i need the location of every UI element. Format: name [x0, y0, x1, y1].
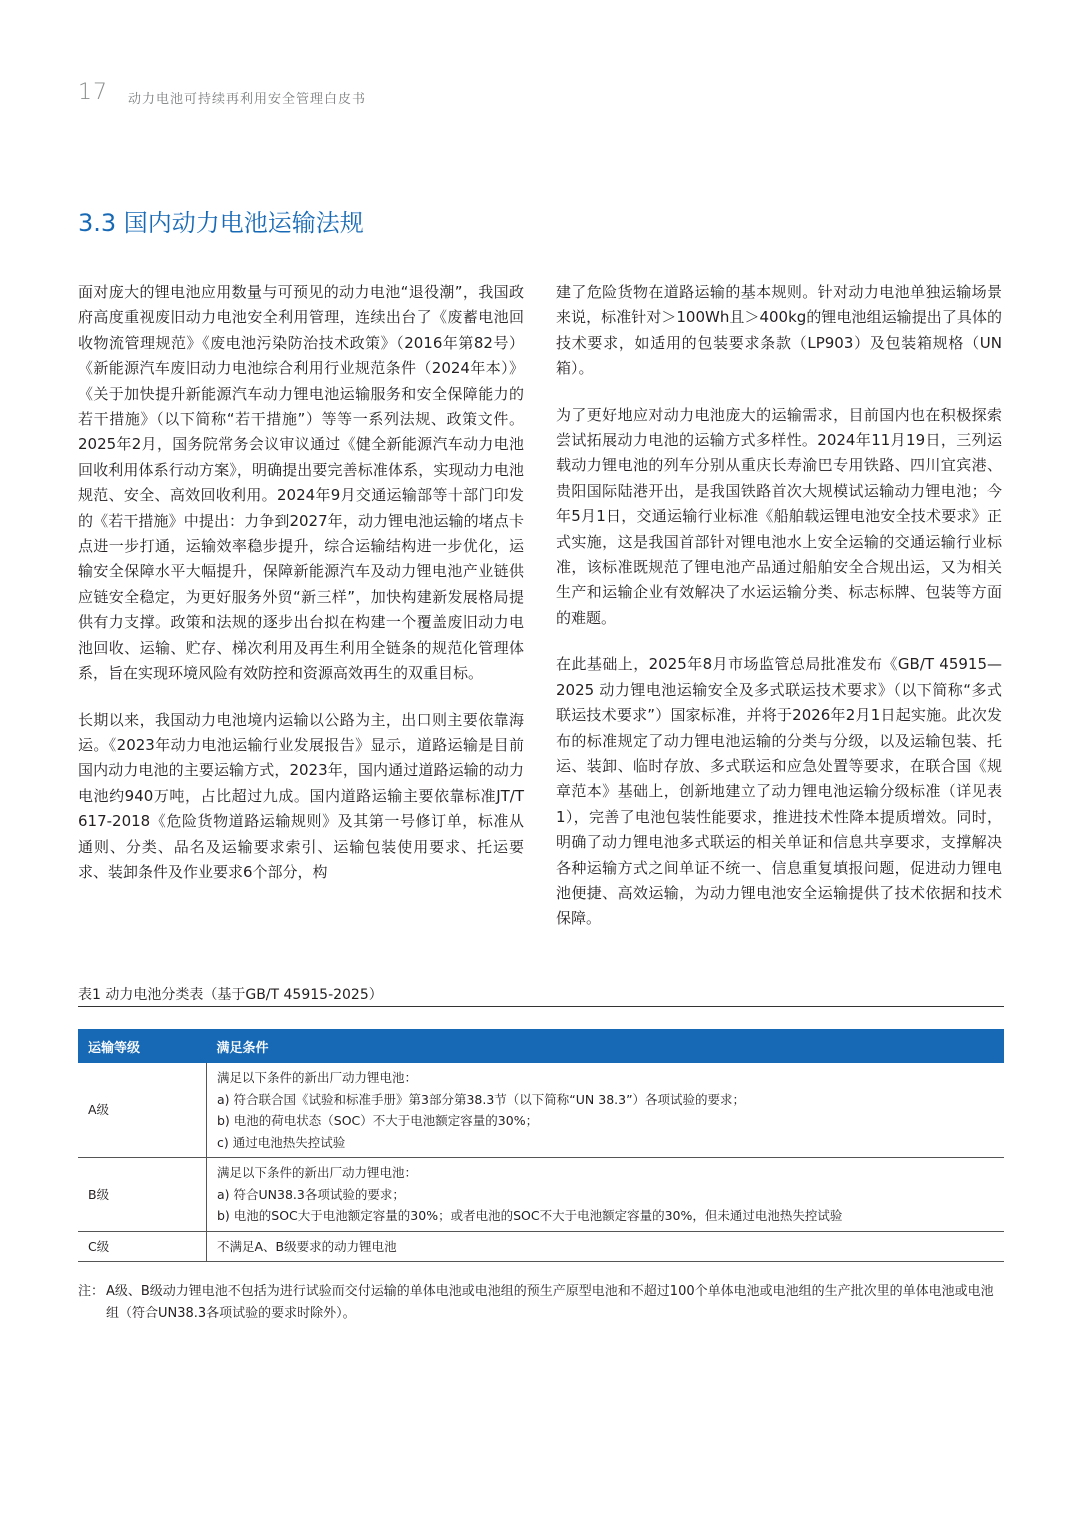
conditions-cell: [207, 1158, 1005, 1232]
body-paragraph: 在此基础上，2025年8月市场监管总局批准发布《GB/T 45915—2025 动力锂电池运输安全及多式联运技术要求》（以下简称“多式联运技术要求”）国家标准，并将于2026年2月1日起实施。此次发布的标准规定了动力锂电池运输的分类与分级，以及运输包装、托运、装卸、临时存放、多式联运和应急处置等要求，在联合国《规章范本》基础上，创新地建立了动力锂电池运输分级标准（详见表1），完善了电池包装性能要求，推进技术性降本提质增效。同时，明确了动力锂电池多式联运的相关单证和信息共享要求，支撑解决各种运输方式之间单证不统一、信息重复填报问题，促进动力锂电池便捷、高效运输，为动力锂电池安全运输提供了技术依据和技术保障。: [556, 655, 1002, 928]
table-row: [78, 1231, 1004, 1262]
body-paragraph: 面对庞大的锂电池应用数量与可预见的动力电池“退役潮”，我国政府高度重视废旧动力电池安全利用管理，连续出台了《废蓄电池回收物流管理规范》《废电池污染防治技术政策》（2016年第82号）《新能源汽车废旧动力电池综合利用行业规范条件（2024年本）》《关于加快提升新能源汽车动力锂电池运输服务和安全保障能力的若干措施》（以下简称“若干措施”）等等一系列法规、政策文件。2025年2月，国务院常务会议审议通过《健全新能源汽车动力电池回收利用体系行动方案》，明确提出要完善标准体系，实现动力电池规范、安全、高效回收利用。2024年9月交通运输部等十部门印发的《若干措施》中提出：力争到2027年，动力锂电池运输的堵点卡点进一步打通，运输效率稳步提升，综合运输结构进一步优化，运输安全保障水平大幅提升，保障新能源汽车及动力锂电池产业链供应链安全稳定，为更好服务外贸“新三样”，加快构建新发展格局提供有力支撑。政策和法规的逐步出台拟在构建一个覆盖废旧动力电池回收、运输、贮存、梯次利用及再生利用全链条的规范化管理体系，旨在实现环境风险有效防控和资源高效再生的双重目标。: [78, 283, 524, 683]
table-caption: 表1 动力电池分类表（基于GB/T 45915-2025）: [78, 987, 383, 1003]
condition-line: a) 符合联合国《试验和标准手册》第3部分第38.3节（以下简称“UN 38.3”）各项试验的要求；: [217, 1091, 746, 1107]
grade-cell: C级: [78, 1231, 207, 1262]
caption-divider: [78, 1006, 1004, 1007]
table-header-row: [78, 1029, 1004, 1063]
column-header-conditions: 满足条件: [207, 1029, 1005, 1063]
body-paragraph: 长期以来，我国动力电池境内运输以公路为主，出口则主要依靠海运。《2023年动力电池运输行业发展报告》显示，道路运输是目前国内动力电池的主要运输方式，2023年，国内通过道路运输的动力电池约940万吨，占比超过九成。国内道路运输主要依靠标准JT/T 617-2018《危险货物道路运输规则》及其第一号修订单，标准从通则、分类、品名及运输要求索引、运输包装使用要求、托运要求、装卸条件及作业要求6个部分，构: [78, 710, 524, 881]
body-paragraph: 建了危险货物在道路运输的基本规则。针对动力电池单独运输场景来说，标准针对＞100Wh且＞400kg的锂电池组运输提出了具体的技术要求，如适用的包装要求条款（LP903）及包装箱规格（UN箱）。: [556, 283, 1002, 378]
note-label: 注：: [78, 1284, 105, 1299]
table-row: [78, 1063, 1004, 1158]
running-title: 动力电池可持续再利用安全管理白皮书: [128, 92, 367, 107]
table-row: [78, 1158, 1004, 1232]
condition-line: b) 电池的SOC大于电池额定容量的30%；或者电池的SOC不大于电池额定容量的30%，但未通过电池热失控试验: [217, 1208, 843, 1223]
grade-cell: B级: [78, 1158, 207, 1232]
body-paragraph: 为了更好地应对动力电池庞大的运输需求，目前国内也在积极探索尝试拓展动力电池的运输方式多样性。2024年11月19日，三列运载动力锂电池的列车分别从重庆长寿渝巴专用铁路、四川宜宾港、贵阳国际陆港开出，是我国铁路首次大规模试运输动力锂电池；今年5月1日，交通运输行业标准《船舶载运锂电池安全技术要求》正式实施，这是我国首部针对锂电池水上安全运输的交通运输行业标准，该标准既规范了锂电池产品通过船舶安全合规出运，又为相关生产和运输企业有效解决了水运运输分类、标志标牌、包装等方面的难题。: [556, 405, 1002, 627]
conditions-cell: [207, 1063, 1005, 1158]
condition-line: 不满足A、B级要求的动力锂电池: [217, 1238, 397, 1254]
condition-line: 满足以下条件的新出厂动力锂电池：: [217, 1070, 418, 1085]
condition-line: b) 电池的荷电状态（SOC）不大于电池额定容量的30%；: [217, 1113, 539, 1128]
conditions-cell: [207, 1231, 1005, 1262]
note-text: A级、B级动力锂电池不包括为进行试验而交付运输的单体电池或电池组的预生产原型电池和不超过100个单体电池或电池组的生产批次里的单体电池或电池组（符合UN38.3各项试验的要求时除外）。: [106, 1284, 994, 1321]
left-column: [78, 280, 524, 906]
condition-line: c) 通过电池热失控试验: [217, 1134, 346, 1150]
condition-line: 满足以下条件的新出厂动力锂电池：: [217, 1165, 418, 1180]
classification-table: [78, 1029, 1004, 1262]
section-title: 3.3 国内动力电池运输法规: [78, 209, 364, 237]
table-note: [78, 1281, 1004, 1325]
right-column: [556, 280, 1002, 953]
grade-cell: A级: [78, 1063, 207, 1158]
condition-line: a) 符合UN38.3各项试验的要求；: [217, 1186, 405, 1202]
page-number: 17: [78, 80, 108, 105]
column-header-grade: 运输等级: [78, 1029, 207, 1063]
